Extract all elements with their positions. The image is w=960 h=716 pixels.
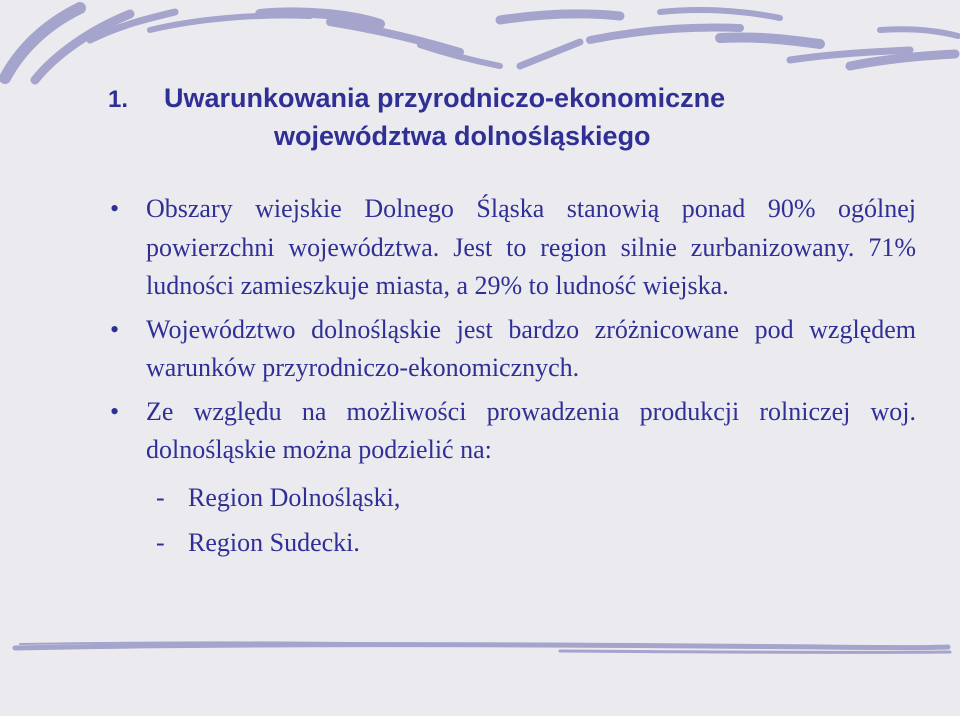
bullet-list (106, 190, 916, 565)
title-number: 1. (108, 86, 129, 113)
bullet-icon: • (110, 314, 120, 344)
dash-icon: - (156, 527, 165, 557)
bullet-item (106, 190, 916, 306)
sub-item-text: Region Dolnośląski, (188, 482, 401, 512)
bullet-item (106, 311, 916, 388)
title-text-line-2: województwa dolnośląskiego (274, 121, 651, 151)
title-line-1 (108, 80, 908, 118)
top-brush-decoration (0, 0, 960, 90)
bullet-icon: • (110, 396, 120, 426)
sub-item (106, 520, 916, 565)
bullet-icon: • (110, 194, 120, 223)
sub-item (106, 475, 916, 520)
bullet-text: Ze względu na możliwości prowadzenia produkcji rolniczej woj. dolnośląskie można podzielić na: (146, 396, 916, 464)
sub-item-text: Region Sudecki. (188, 527, 360, 557)
bottom-brush-decoration (0, 632, 960, 662)
bullet-text: Obszary wiejskie Dolnego Śląska stanowią ponad 90% ogólnej powierzchni województwa. Jest to region silnie zurbanizowany. 71% ludności zamieszkuje miasta, a 29% to ludność wiejska. (146, 194, 916, 300)
title-text-line-1: Uwarunkowania przyrodniczo-ekonomiczne (164, 83, 726, 113)
bullet-item (106, 393, 916, 470)
slide-title (108, 80, 908, 154)
bullet-text: Województwo dolnośląskie jest bardzo zróżnicowane pod względem warunków przyrodniczo-ekonomicznych. (146, 314, 916, 382)
dash-icon: - (156, 482, 165, 512)
